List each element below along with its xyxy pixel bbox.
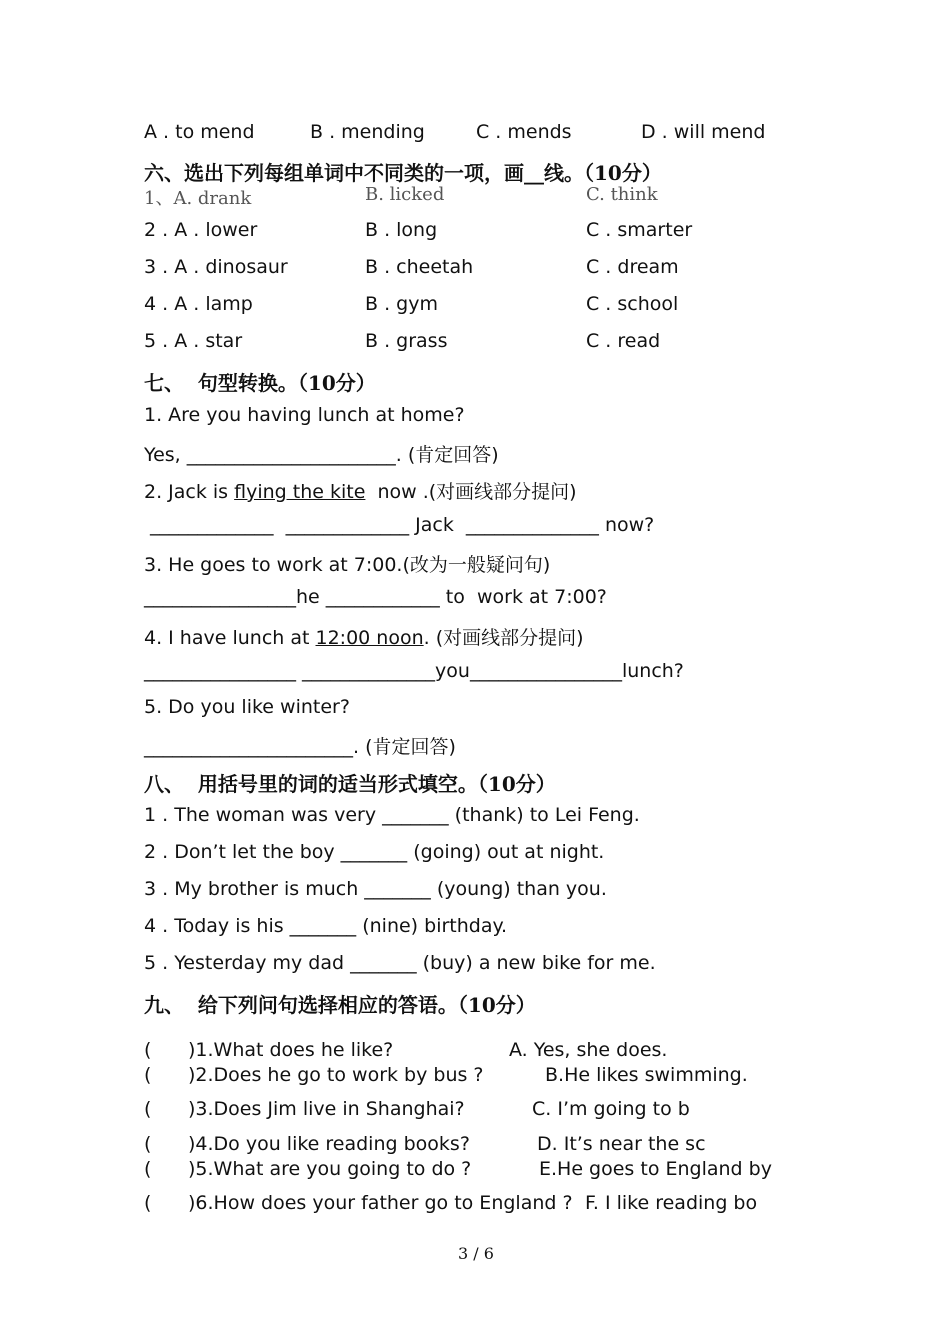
s6-row1-a: 1、A. drank <box>144 188 252 209</box>
s6-row5-c: C . read <box>586 330 661 352</box>
s6-row5-b: B . grass <box>365 330 448 352</box>
s7-a1: Yes, ______________________. (肯定回答) <box>144 444 499 466</box>
s6-row4-a: 4 . A . lamp <box>144 293 253 315</box>
s9-answer-4: D. It’s near the sc <box>537 1133 706 1155</box>
s8-item-3: 3 . My brother is much _______ (young) than you. <box>144 878 607 900</box>
s9-question-6: )6.How does your father go to England ? <box>188 1192 573 1214</box>
s6-row2-b: B . long <box>365 219 438 241</box>
s9-answer-6: F. I like reading bo <box>585 1192 758 1214</box>
s9-paren-5: ( <box>144 1158 152 1180</box>
s7-q1: 1. Are you having lunch at home? <box>144 404 465 426</box>
s8-item-1: 1 . The woman was very _______ (thank) to Lei Feng. <box>144 804 640 826</box>
s7-q2 <box>144 477 577 504</box>
s9-answer-5: E.He goes to England by <box>539 1158 772 1180</box>
s9-paren-6: ( <box>144 1192 152 1214</box>
s9-paren-3: ( <box>144 1098 152 1120</box>
s6-row5-a: 5 . A . star <box>144 330 243 352</box>
s7-a2: _____________ _____________ Jack ______________ now? <box>144 514 655 536</box>
option-d: D . will mend <box>641 121 766 143</box>
s7-q4-underlined: 12:00 noon <box>315 627 424 649</box>
s9-question-4: )4.Do you like reading books? <box>188 1133 470 1155</box>
s7-q4-pre: 4. I have lunch at <box>144 627 316 649</box>
s9-paren-4: ( <box>144 1133 152 1155</box>
s7-q4 <box>144 623 584 650</box>
s6-row3-a: 3 . A . dinosaur <box>144 256 288 278</box>
section-7-title: 七、 句型转换。（10分） <box>144 371 376 395</box>
s8-item-5: 5 . Yesterday my dad _______ (buy) a new bike for me. <box>144 952 656 974</box>
s7-q2-post: now .(对画线部分提问) <box>365 481 577 503</box>
section-8-title: 八、 用括号里的词的适当形式填空。（10分） <box>144 772 556 796</box>
s7-q5: 5. Do you like winter? <box>144 696 350 718</box>
s6-row4-b: B . gym <box>365 293 438 315</box>
s9-paren-1: ( <box>144 1039 152 1061</box>
option-c: C . mends <box>476 121 572 143</box>
s9-answer-3: C. I’m going to b <box>532 1098 690 1120</box>
section-6-title: 六、选出下列每组单词中不同类的一项，画__线。（10分） <box>144 161 662 185</box>
option-b: B . mending <box>310 121 425 143</box>
s6-row1-b: B. licked <box>365 184 445 205</box>
s6-row2-c: C . smarter <box>586 219 693 241</box>
s9-question-5: )5.What are you going to do ? <box>188 1158 472 1180</box>
s6-row3-c: C . dream <box>586 256 679 278</box>
s7-q2-underlined: flying the kite <box>234 481 366 503</box>
s9-question-3: )3.Does Jim live in Shanghai? <box>188 1098 465 1120</box>
s6-row1-c: C. think <box>586 184 658 205</box>
s9-question-2: )2.Does he go to work by bus ? <box>188 1064 484 1086</box>
s9-question-1: )1.What does he like? <box>188 1039 394 1061</box>
s6-row3-b: B . cheetah <box>365 256 474 278</box>
s7-a3: ________________he ____________ to work at 7:00? <box>144 586 607 608</box>
s8-item-4: 4 . Today is his _______ (nine) birthday. <box>144 915 508 937</box>
s8-item-2: 2 . Don’t let the boy _______ (going) out at night. <box>144 841 605 863</box>
s6-row2-a: 2 . A . lower <box>144 219 258 241</box>
s7-q2-pre: 2. Jack is <box>144 481 235 503</box>
s7-a5: ______________________. (肯定回答) <box>144 736 456 758</box>
s7-q3: 3. He goes to work at 7:00.(改为一般疑问句) <box>144 554 551 576</box>
s9-answer-2: B.He likes swimming. <box>545 1064 748 1086</box>
option-a: A . to mend <box>144 121 255 143</box>
s7-q4-post: . (对画线部分提问) <box>423 627 584 649</box>
s6-row4-c: C . school <box>586 293 679 315</box>
page-number: 3 / 6 <box>458 1244 494 1263</box>
section-9-title: 九、 给下列问句选择相应的答语。（10分） <box>144 993 536 1017</box>
s9-answer-1: A. Yes, she does. <box>509 1039 668 1061</box>
s9-paren-2: ( <box>144 1064 152 1086</box>
s7-a4: ________________ ______________you________________lunch? <box>144 660 684 682</box>
